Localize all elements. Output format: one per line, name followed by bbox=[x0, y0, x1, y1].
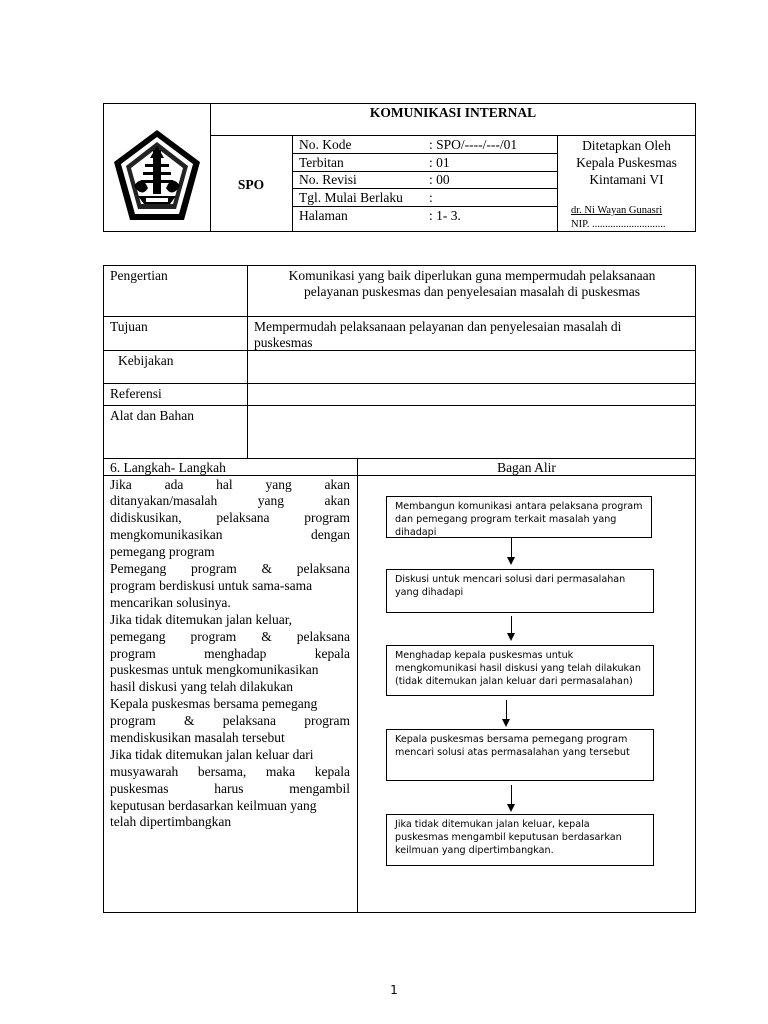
flow-box: Membangun komunikasi antara pelaksana program dan pemegang program terkait masalah yang dihadapi bbox=[386, 496, 652, 538]
row-label-referensi: Referensi bbox=[110, 386, 162, 401]
row-label-tujuan: Tujuan bbox=[110, 319, 148, 334]
step-line: program berdiskusi untuk sama-sama bbox=[110, 578, 313, 593]
step-line: mendiskusikan masalah tersebut bbox=[110, 730, 285, 745]
steps-header: 6. Langkah- Langkah bbox=[110, 460, 226, 475]
step-line: hasil diskusi yang telah dilakukan bbox=[110, 679, 293, 694]
step-line: ditanyakan/masalah yang akan bbox=[110, 493, 350, 508]
field-label: Terbitan bbox=[299, 155, 344, 170]
field-label: Halaman bbox=[299, 208, 348, 223]
flow-box: Menghadap kepala puskesmas untuk mengkomunikasi hasil diskusi yang telah dilakukan (tidak ditemukan jalan keluar dari permasalahan) bbox=[386, 645, 654, 696]
step-line: program menghadap kepala bbox=[110, 646, 350, 661]
field-value: : 00 bbox=[429, 172, 450, 187]
step-line: puskesmas harus mengambil bbox=[110, 781, 350, 796]
row-label-kebijakan: Kebijakan bbox=[118, 353, 174, 368]
flow-box: Kepala puskesmas bersama pemegang program mencari solusi atas permasalahan yang tersebut bbox=[386, 729, 654, 781]
field-value: : 01 bbox=[429, 155, 450, 170]
row-label-alat-bahan: Alat dan Bahan bbox=[110, 408, 194, 423]
field-label: No. Kode bbox=[299, 137, 352, 152]
row-label-pengertian: Pengertian bbox=[110, 268, 168, 283]
step-line: didiskusikan, pelaksana program bbox=[110, 510, 350, 525]
flow-box: Diskusi untuk mencari solusi dari permasalahan yang dihadapi bbox=[386, 569, 654, 613]
approval-line: Kepala Puskesmas bbox=[576, 155, 677, 170]
tujuan-text: Mempermudah pelaksanaan pelayanan dan penyelesaian masalah di bbox=[254, 319, 622, 334]
page-number: 1 bbox=[390, 983, 398, 997]
field-value: : 1- 3. bbox=[429, 208, 461, 223]
document-title: KOMUNIKASI INTERNAL bbox=[369, 105, 537, 120]
flow-box: Jika tidak ditemukan jalan keluar, kepala puskesmas mengambil keputusan berdasarkan keilmuan yang dipertimbangkan. bbox=[386, 814, 654, 866]
puskesmas-emblem-logo bbox=[112, 128, 202, 224]
step-line: Pemegang program & pelaksana bbox=[110, 561, 350, 576]
step-line: pemegang program bbox=[110, 544, 215, 559]
approval-line: Kintamani VI bbox=[589, 172, 664, 187]
step-line: mengkomunikasikan dengan bbox=[110, 527, 350, 542]
signer-nip: NIP. ............................ bbox=[571, 219, 666, 230]
step-line: Jika tidak ditemukan jalan keluar dari bbox=[110, 747, 314, 762]
pengertian-text: pelayanan puskesmas dan penyelesaian masalah di puskesmas bbox=[304, 284, 640, 299]
step-line: Kepala puskesmas bersama pemegang bbox=[110, 696, 318, 711]
tujuan-text: puskesmas bbox=[254, 335, 313, 350]
step-line: program & pelaksana program bbox=[110, 713, 350, 728]
pengertian-text: Komunikasi yang baik diperlukan guna mempermudah pelaksanaan bbox=[288, 268, 656, 283]
field-value: : bbox=[429, 190, 433, 205]
step-line: keputusan berdasarkan keilmuan yang bbox=[110, 798, 317, 813]
step-line: musyawarah bersama, maka kepala bbox=[110, 764, 350, 779]
field-value: : SPO/----/---/01 bbox=[429, 137, 518, 152]
step-line: pemegang program & pelaksana bbox=[110, 629, 350, 644]
step-line: Jika tidak ditemukan jalan keluar, bbox=[110, 612, 293, 627]
step-line: Jika ada hal yang akan bbox=[110, 477, 350, 492]
field-label: Tgl. Mulai Berlaku bbox=[299, 190, 403, 205]
field-label: No. Revisi bbox=[299, 172, 357, 187]
approval-line: Ditetapkan Oleh bbox=[582, 138, 671, 153]
step-line: mencarikan solusinya. bbox=[110, 595, 231, 610]
flowchart-header: Bagan Alir bbox=[497, 460, 556, 475]
signer-name: dr. Ni Wayan Gunasri bbox=[571, 205, 663, 216]
doc-type-label: SPO bbox=[237, 177, 265, 192]
step-line: puskesmas untuk mengkomunikasikan bbox=[110, 662, 319, 677]
step-line: telah dipertimbangkan bbox=[110, 814, 232, 829]
